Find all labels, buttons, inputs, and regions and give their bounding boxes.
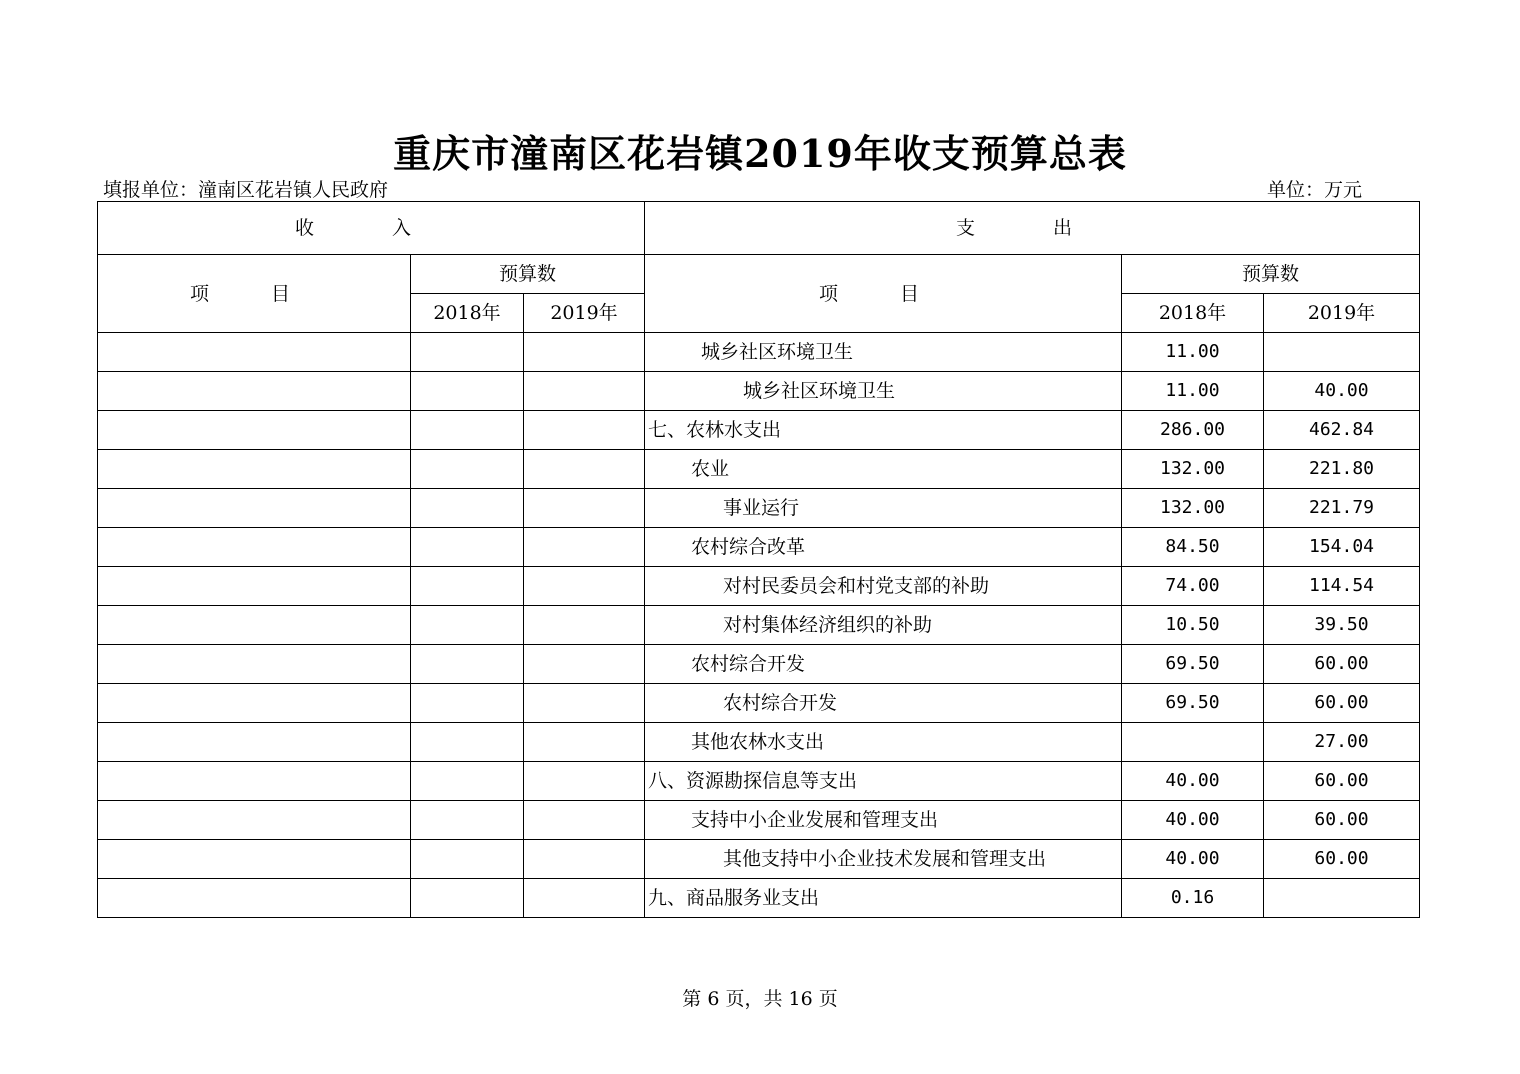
expense-item-cell: 事业运行 xyxy=(645,489,1122,528)
expense-2018-cell: 11.00 xyxy=(1122,372,1264,411)
expense-2018-cell: 69.50 xyxy=(1122,645,1264,684)
expense-2019-cell: 60.00 xyxy=(1264,684,1420,723)
expense-2019-cell: 60.00 xyxy=(1264,762,1420,801)
income-2018-header: 2018年 xyxy=(411,294,524,333)
expense-item-header: 项 目 xyxy=(645,255,1122,333)
income-2019-cell xyxy=(524,567,645,606)
table-row xyxy=(98,567,1420,606)
expense-2019-cell: 114.54 xyxy=(1264,567,1420,606)
table-row xyxy=(98,606,1420,645)
expense-item-cell: 九、商品服务业支出 xyxy=(645,879,1122,918)
expense-2018-header: 2018年 xyxy=(1122,294,1264,333)
expense-2018-cell: 40.00 xyxy=(1122,840,1264,879)
expense-budget-header: 预算数 xyxy=(1122,255,1420,294)
expense-2019-cell: 462.84 xyxy=(1264,411,1420,450)
income-item-cell xyxy=(98,723,411,762)
expense-2019-cell: 221.79 xyxy=(1264,489,1420,528)
income-2018-cell xyxy=(411,528,524,567)
expense-2018-cell: 132.00 xyxy=(1122,450,1264,489)
expense-2018-cell: 11.00 xyxy=(1122,333,1264,372)
income-item-cell xyxy=(98,333,411,372)
income-item-cell xyxy=(98,450,411,489)
expense-2019-cell: 154.04 xyxy=(1264,528,1420,567)
income-2018-cell xyxy=(411,567,524,606)
table-row xyxy=(98,528,1420,567)
expense-2018-cell: 74.00 xyxy=(1122,567,1264,606)
expense-2019-cell: 60.00 xyxy=(1264,645,1420,684)
expense-item-cell: 七、农林水支出 xyxy=(645,411,1122,450)
expense-2019-cell: 60.00 xyxy=(1264,801,1420,840)
expense-2018-cell: 69.50 xyxy=(1122,684,1264,723)
expense-2018-cell xyxy=(1122,723,1264,762)
income-2018-cell xyxy=(411,606,524,645)
income-2019-cell xyxy=(524,372,645,411)
expense-2018-cell: 10.50 xyxy=(1122,606,1264,645)
income-item-cell xyxy=(98,879,411,918)
table-row xyxy=(98,333,1420,372)
income-item-cell xyxy=(98,840,411,879)
income-2018-cell xyxy=(411,762,524,801)
expense-item-cell: 八、资源勘探信息等支出 xyxy=(645,762,1122,801)
expense-2018-cell: 40.00 xyxy=(1122,801,1264,840)
expense-item-cell: 农业 xyxy=(645,450,1122,489)
income-item-cell xyxy=(98,489,411,528)
income-2019-cell xyxy=(524,645,645,684)
income-item-header: 项 目 xyxy=(98,255,411,333)
income-budget-header: 预算数 xyxy=(411,255,645,294)
budget-table xyxy=(97,201,1420,918)
income-2018-cell xyxy=(411,372,524,411)
table-row xyxy=(98,762,1420,801)
expense-item-cell: 城乡社区环境卫生 xyxy=(645,372,1122,411)
income-2019-cell xyxy=(524,840,645,879)
income-2018-cell xyxy=(411,411,524,450)
income-2019-cell xyxy=(524,450,645,489)
expense-2019-cell: 40.00 xyxy=(1264,372,1420,411)
expense-2018-cell: 84.50 xyxy=(1122,528,1264,567)
income-item-cell xyxy=(98,762,411,801)
income-2018-cell xyxy=(411,333,524,372)
expense-2019-cell: 221.80 xyxy=(1264,450,1420,489)
expense-item-cell: 农村综合开发 xyxy=(645,684,1122,723)
table-row xyxy=(98,450,1420,489)
expense-header: 支 出 xyxy=(645,202,1420,255)
reporting-unit: 填报单位：潼南区花岩镇人民政府 xyxy=(103,179,389,201)
expense-2018-cell: 132.00 xyxy=(1122,489,1264,528)
table-row xyxy=(98,840,1420,879)
expense-2019-header: 2019年 xyxy=(1264,294,1420,333)
income-2019-cell xyxy=(524,801,645,840)
income-2018-cell xyxy=(411,489,524,528)
income-item-cell xyxy=(98,528,411,567)
income-item-cell xyxy=(98,606,411,645)
income-2019-cell xyxy=(524,723,645,762)
expense-item-cell: 其他农林水支出 xyxy=(645,723,1122,762)
expense-2019-cell xyxy=(1264,333,1420,372)
currency-unit: 单位：万元 xyxy=(1267,179,1363,201)
income-2019-cell xyxy=(524,333,645,372)
expense-2018-cell: 286.00 xyxy=(1122,411,1264,450)
expense-2018-cell: 0.16 xyxy=(1122,879,1264,918)
table-row xyxy=(98,723,1420,762)
income-header: 收 入 xyxy=(98,202,645,255)
income-item-cell xyxy=(98,567,411,606)
income-2018-cell xyxy=(411,450,524,489)
income-item-cell xyxy=(98,645,411,684)
expense-item-cell: 城乡社区环境卫生 xyxy=(645,333,1122,372)
expense-item-cell: 其他支持中小企业技术发展和管理支出 xyxy=(645,840,1122,879)
page-title: 重庆市潼南区花岩镇2019年收支预算总表 xyxy=(393,131,1127,176)
table-row xyxy=(98,411,1420,450)
income-2018-cell xyxy=(411,723,524,762)
table-row xyxy=(98,684,1420,723)
income-2019-cell xyxy=(524,528,645,567)
income-2019-header: 2019年 xyxy=(524,294,645,333)
income-2018-cell xyxy=(411,645,524,684)
income-2019-cell xyxy=(524,684,645,723)
income-item-cell xyxy=(98,801,411,840)
table-row xyxy=(98,645,1420,684)
expense-item-cell: 对村集体经济组织的补助 xyxy=(645,606,1122,645)
expense-2019-cell: 27.00 xyxy=(1264,723,1420,762)
expense-2019-cell: 39.50 xyxy=(1264,606,1420,645)
income-2019-cell xyxy=(524,489,645,528)
expense-item-cell: 支持中小企业发展和管理支出 xyxy=(645,801,1122,840)
table-row xyxy=(98,489,1420,528)
income-2018-cell xyxy=(411,801,524,840)
table-row xyxy=(98,801,1420,840)
expense-item-cell: 农村综合改革 xyxy=(645,528,1122,567)
income-2019-cell xyxy=(524,606,645,645)
expense-2019-cell: 60.00 xyxy=(1264,840,1420,879)
income-2019-cell xyxy=(524,879,645,918)
income-item-cell xyxy=(98,372,411,411)
income-2018-cell xyxy=(411,879,524,918)
expense-item-cell: 农村综合开发 xyxy=(645,645,1122,684)
income-2019-cell xyxy=(524,411,645,450)
income-item-cell xyxy=(98,684,411,723)
expense-2018-cell: 40.00 xyxy=(1122,762,1264,801)
table-row xyxy=(98,372,1420,411)
expense-2019-cell xyxy=(1264,879,1420,918)
table-row xyxy=(98,879,1420,918)
expense-item-cell: 对村民委员会和村党支部的补助 xyxy=(645,567,1122,606)
income-2018-cell xyxy=(411,840,524,879)
budget-table-body xyxy=(98,333,1420,918)
income-2018-cell xyxy=(411,684,524,723)
income-2019-cell xyxy=(524,762,645,801)
page-number: 第 6 页，共 16 页 xyxy=(682,988,838,1010)
income-item-cell xyxy=(98,411,411,450)
